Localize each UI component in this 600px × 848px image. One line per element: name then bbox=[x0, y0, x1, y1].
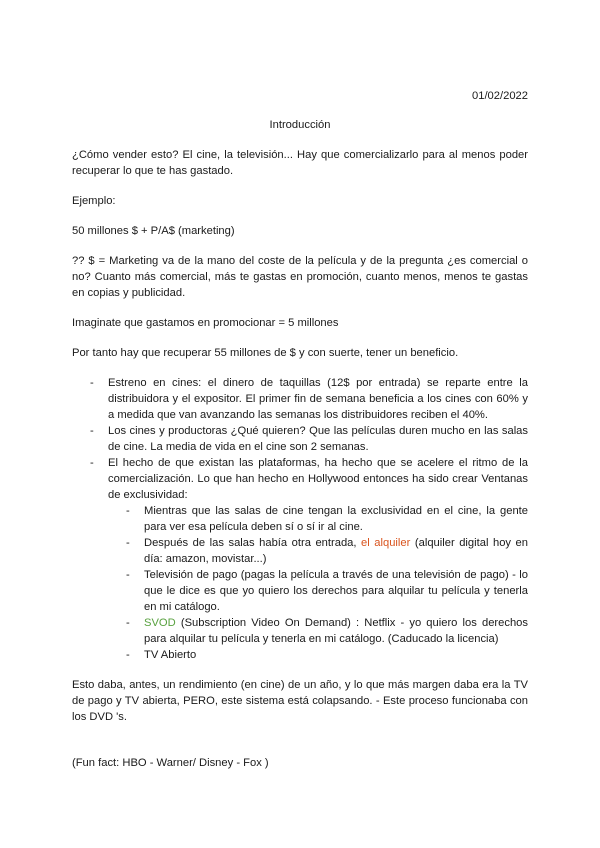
window-item-text: (Subscription Video On Demand) : Netflix - yo quiero los derechos para alquilar tu película y tenerla en mi catálogo. (Caducado la licencia) bbox=[144, 617, 528, 645]
example-label: Ejemplo: bbox=[72, 195, 116, 207]
formula-line: 50 millones $ + P/A$ (marketing) bbox=[72, 225, 235, 237]
document-title: Introducción bbox=[269, 119, 331, 131]
document-body bbox=[72, 147, 528, 771]
window-item-text: Después de las salas había otra entrada, bbox=[144, 537, 362, 549]
bullet-item-text: El hecho de que existan las plataformas, ha hecho que se acelere el ritmo de la comercialización. Lo que han hecho en Hollywood entonces ha sido crear Ventanas de exclusividad: bbox=[108, 457, 528, 501]
window-item bbox=[108, 535, 528, 567]
marketing-paragraph: ?? $ = Marketing va de la mano del coste de la película y de la pregunta ¿es comercial o no? Cuanto más comercial, más te gastas en promoción, cuanto menos, menos te gastas en copias y publicidad. bbox=[72, 255, 528, 299]
recover-paragraph: Por tanto hay que recuperar 55 millones de $ y con suerte, tener un beneficio. bbox=[72, 347, 459, 359]
window-item-text: (alquiler digital hoy en día: amazon, movistar...) bbox=[144, 537, 528, 565]
window-item bbox=[108, 615, 528, 647]
window-item: - Televisión de pago (pagas la película a través de una televisión de pago) - lo que le dice es que yo quiero los derechos para alquilar tu película y tenerla en mi catálogo. bbox=[108, 567, 528, 615]
bullet-item: - Los cines y productoras ¿Qué quieren? Que las películas duren mucho en las salas de cine. La media de vida en el cine son 2 semanas. bbox=[72, 423, 528, 455]
closing-paragraph: Esto daba, antes, un rendimiento (en cine) de un año, y lo que más margen daba era la TV de pago y TV abierta, PERO, este sistema está colapsando. - Este proceso funcionaba con los DVD 's. bbox=[72, 679, 528, 723]
bullet-item: - Estreno en cines: el dinero de taquillas (12$ por entrada) se reparte entre la distribuidora y el expositor. El primer fin de semana beneficia a los cines con 60% y a medida que van avanzando las semanas los distribuidores reciben el 40%. bbox=[72, 375, 528, 423]
exclusivity-windows-list bbox=[108, 503, 528, 663]
intro-paragraph: ¿Cómo vender esto? El cine, la televisión... Hay que comercializarlo para al menos poder recuperar lo que te has gastado. bbox=[72, 149, 528, 177]
window-item: - TV Abierto bbox=[108, 647, 528, 663]
fun-fact: (Fun fact: HBO - Warner/ Disney - Fox ) bbox=[72, 757, 269, 769]
bullet-item bbox=[72, 455, 528, 663]
document-date: 01/02/2022 bbox=[472, 90, 528, 102]
svod-highlight: SVOD bbox=[144, 617, 176, 629]
main-bullet-list bbox=[72, 375, 528, 663]
rental-highlight: el alquiler bbox=[361, 537, 411, 549]
imagine-paragraph: Imaginate que gastamos en promocionar = 5 millones bbox=[72, 317, 339, 329]
window-item: - Mientras que las salas de cine tengan la exclusividad en el cine, la gente para ver esa película deben sí o sí ir al cine. bbox=[108, 503, 528, 535]
